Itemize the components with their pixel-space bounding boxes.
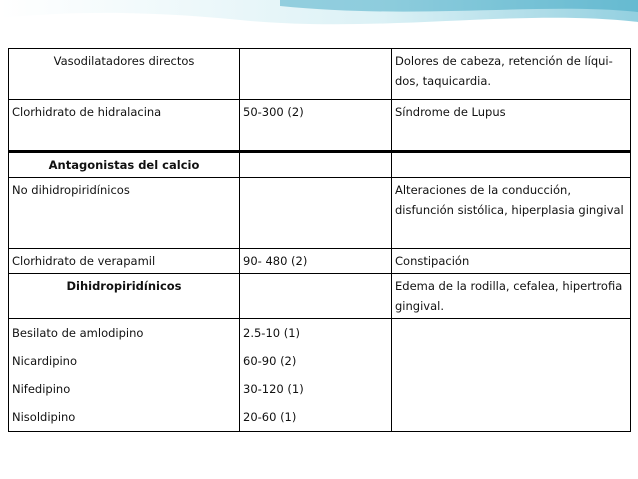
dose-value: 2.5-10 (1) xyxy=(243,326,301,340)
section-header-antagonistas xyxy=(9,152,631,178)
antihypertensive-table xyxy=(8,48,630,432)
dose-cell: 50-300 (2) xyxy=(240,100,392,152)
drug-cell xyxy=(9,319,240,432)
dose-value: 20-60 (1) xyxy=(243,410,297,424)
effects-cell: Alteraciones de la conducción, disfunción sistólica, hiperplasia gingival xyxy=(392,178,631,249)
drug-cell: Clorhidrato de hidralacina xyxy=(9,100,240,152)
section-title: Vasodilatadores directos xyxy=(9,49,240,100)
drug-name: Nifedipino xyxy=(12,382,71,396)
drug-name: Nicardipino xyxy=(12,354,78,368)
drug-cell: No dihidropiridínicos xyxy=(9,178,240,249)
effects-cell xyxy=(392,319,631,432)
effects-cell xyxy=(392,152,631,178)
subsection-title: Dihidropiridínicos xyxy=(9,274,240,319)
effects-cell: Edema de la rodilla, cefalea, hipertrofia gingival. xyxy=(392,274,631,319)
dose-cell xyxy=(240,274,392,319)
section-header-vasodilatadores xyxy=(9,49,631,100)
table-row xyxy=(9,178,631,249)
drug-name: Besilato de amlodipino xyxy=(12,326,144,340)
effects-cell: Síndrome de Lupus xyxy=(392,100,631,152)
table-row xyxy=(9,249,631,274)
dose-cell xyxy=(240,319,392,432)
effects-cell: Constipación xyxy=(392,249,631,274)
subsection-header-dihidropiridinicos xyxy=(9,274,631,319)
dose-cell xyxy=(240,178,392,249)
dose-cell xyxy=(240,152,392,178)
section-title: Antagonistas del calcio xyxy=(9,152,240,178)
dose-value: 30-120 (1) xyxy=(243,382,304,396)
effects-cell: Dolores de cabeza, retención de líqui-dos, taquicardia. xyxy=(392,49,631,100)
dose-cell xyxy=(240,49,392,100)
drug-name: Nisoldipino xyxy=(12,410,76,424)
drug-cell: Clorhidrato de verapamil xyxy=(9,249,240,274)
dose-value: 60-90 (2) xyxy=(243,354,297,368)
dose-cell: 90- 480 (2) xyxy=(240,249,392,274)
decorative-banner xyxy=(0,0,638,40)
table-row xyxy=(9,100,631,152)
table-row xyxy=(9,319,631,432)
